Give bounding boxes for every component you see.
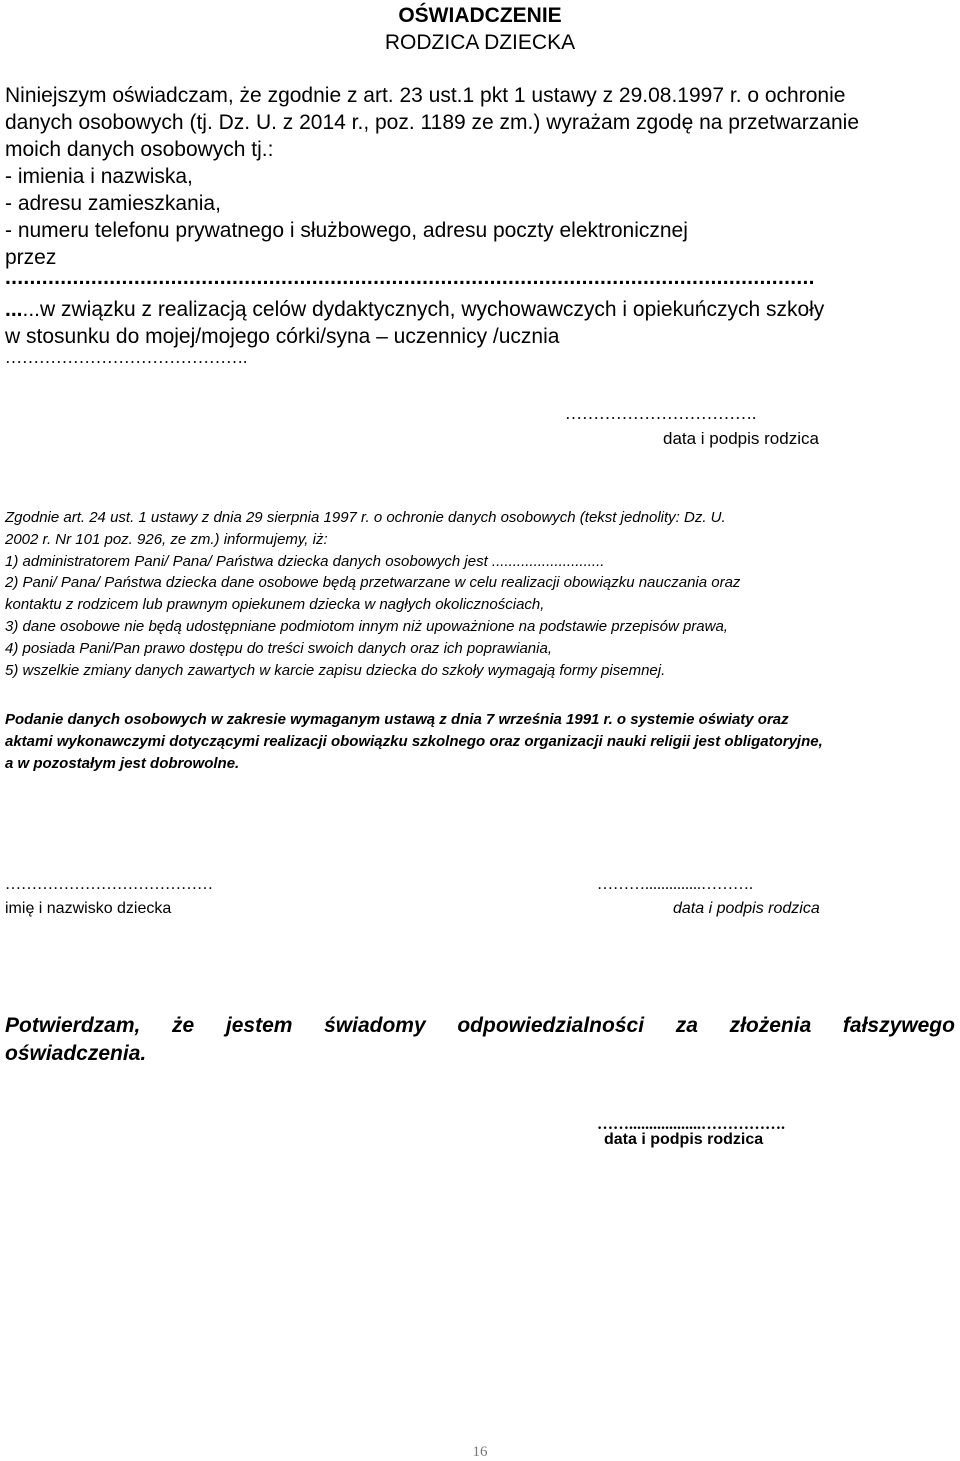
obligation-line: aktami wykonawczymi dotyczącymi realizacji obowiązku szkolnego oraz organizacji nauki religii jest obligatoryjne, bbox=[5, 733, 823, 750]
confirmation-word: fałszywego bbox=[842, 1014, 955, 1037]
confirmation-word: świadomy bbox=[324, 1014, 426, 1037]
parent-signature-label-3: data i podpis rodzica bbox=[604, 1131, 764, 1148]
document-subtitle: RODZICA DZIECKA bbox=[384, 31, 576, 54]
parent-signature-line-2[interactable]: ………..............………. bbox=[597, 876, 753, 893]
declaration-line: moich danych osobowych tj.: bbox=[5, 138, 274, 161]
info-line: 4) posiada Pani/Pan prawo dostępu do treści swoich danych oraz ich poprawiania, bbox=[5, 639, 552, 657]
confirmation-word: jestem bbox=[225, 1014, 293, 1037]
info-line: kontaktu z rodzicem lub prawnym opiekunem dziecka w nagłych okolicznościach, bbox=[5, 596, 545, 614]
declaration-list-item: - imienia i nazwiska, bbox=[5, 165, 193, 188]
obligation-clause bbox=[5, 709, 823, 775]
declaration-line: przez bbox=[5, 246, 57, 269]
info-line: 5) wszelkie zmiany danych zawartych w karcie zapisu dziecka do szkoły wymagają formy pisemnej. bbox=[5, 661, 666, 679]
child-name-label: imię i nazwisko dziecka bbox=[5, 900, 172, 917]
declaration-list-item: - adresu zamieszkania, bbox=[5, 192, 221, 215]
parent-signature-label: data i podpis rodzica bbox=[663, 429, 819, 448]
info-line: 2002 r. Nr 101 poz. 926, ze zm.) informujemy, iż: bbox=[5, 530, 328, 548]
declaration-text bbox=[5, 82, 859, 271]
confirmation-line: oświadczenia. bbox=[5, 1042, 147, 1065]
parent-signature-line-3[interactable]: ……..................……………. bbox=[597, 1116, 785, 1133]
parent-signature-line[interactable]: ……………………………. bbox=[565, 404, 757, 423]
obligation-line: Podanie danych osobowych w zakresie wymaganym ustawą z dnia 7 września 1991 r. o systemie oświaty oraz bbox=[5, 711, 789, 728]
student-name-fill-line[interactable]: ……………………………………. bbox=[5, 348, 248, 367]
declaration-line: Niniejszym oświadczam, że zgodnie z art. 23 ust.1 pkt 1 ustawy z 29.08.1997 r. o ochronie bbox=[5, 84, 846, 107]
info-line: 1) administratorem Pani/ Pana/ Państwa dziecka danych osobowych jest ........................... bbox=[5, 552, 605, 570]
info-line: 2) Pani/ Pana/ Państwa dziecka dane osobowe będą przetwarzane w celu realizacji obowiązku nauczania oraz bbox=[5, 574, 741, 592]
confirmation-statement bbox=[5, 1012, 955, 1068]
confirmation-line bbox=[5, 1012, 955, 1040]
purpose-text bbox=[5, 296, 824, 350]
confirmation-word: odpowiedzialności bbox=[457, 1014, 645, 1037]
obligation-line: a w pozostałym jest dobrowolne. bbox=[5, 755, 240, 772]
child-name-line[interactable]: ………………………………… bbox=[5, 876, 213, 893]
confirmation-word: złożenia bbox=[729, 1014, 812, 1037]
information-clause bbox=[5, 507, 740, 681]
declaration-list-item: - numeru telefonu prywatnego i służbowego, adresu poczty elektronicznej bbox=[5, 219, 688, 242]
parent-signature-label-2: data i podpis rodzica bbox=[673, 900, 820, 917]
confirmation-word: że bbox=[172, 1014, 195, 1037]
document-title: OŚWIADCZENIE bbox=[398, 4, 562, 27]
purpose-line: w stosunku do mojej/mojego córki/syna – uczennicy /ucznia bbox=[5, 325, 560, 348]
info-line: 3) dane osobowe nie będą udostępniane podmiotom innym niż upoważnione na podstawie przepisów prawa, bbox=[5, 617, 728, 635]
recipient-fill-line[interactable]: .................................................................................................................................... bbox=[5, 266, 815, 289]
page-number: 16 bbox=[472, 1444, 488, 1460]
confirmation-word: za bbox=[675, 1014, 698, 1037]
info-line: Zgodnie art. 24 ust. 1 ustawy z dnia 29 sierpnia 1997 r. o ochronie danych osobowych (tekst jednolity: Dz. U. bbox=[5, 509, 726, 526]
declaration-line: danych osobowych (tj. Dz. U. z 2014 r., poz. 1189 ze zm.) wyrażam zgodę na przetwarzanie bbox=[5, 111, 860, 134]
confirmation-word: Potwierdzam, bbox=[5, 1014, 141, 1037]
purpose-line: ......w związku z realizacją celów dydaktycznych, wychowawczych i opiekuńczych szkoły bbox=[5, 298, 825, 321]
